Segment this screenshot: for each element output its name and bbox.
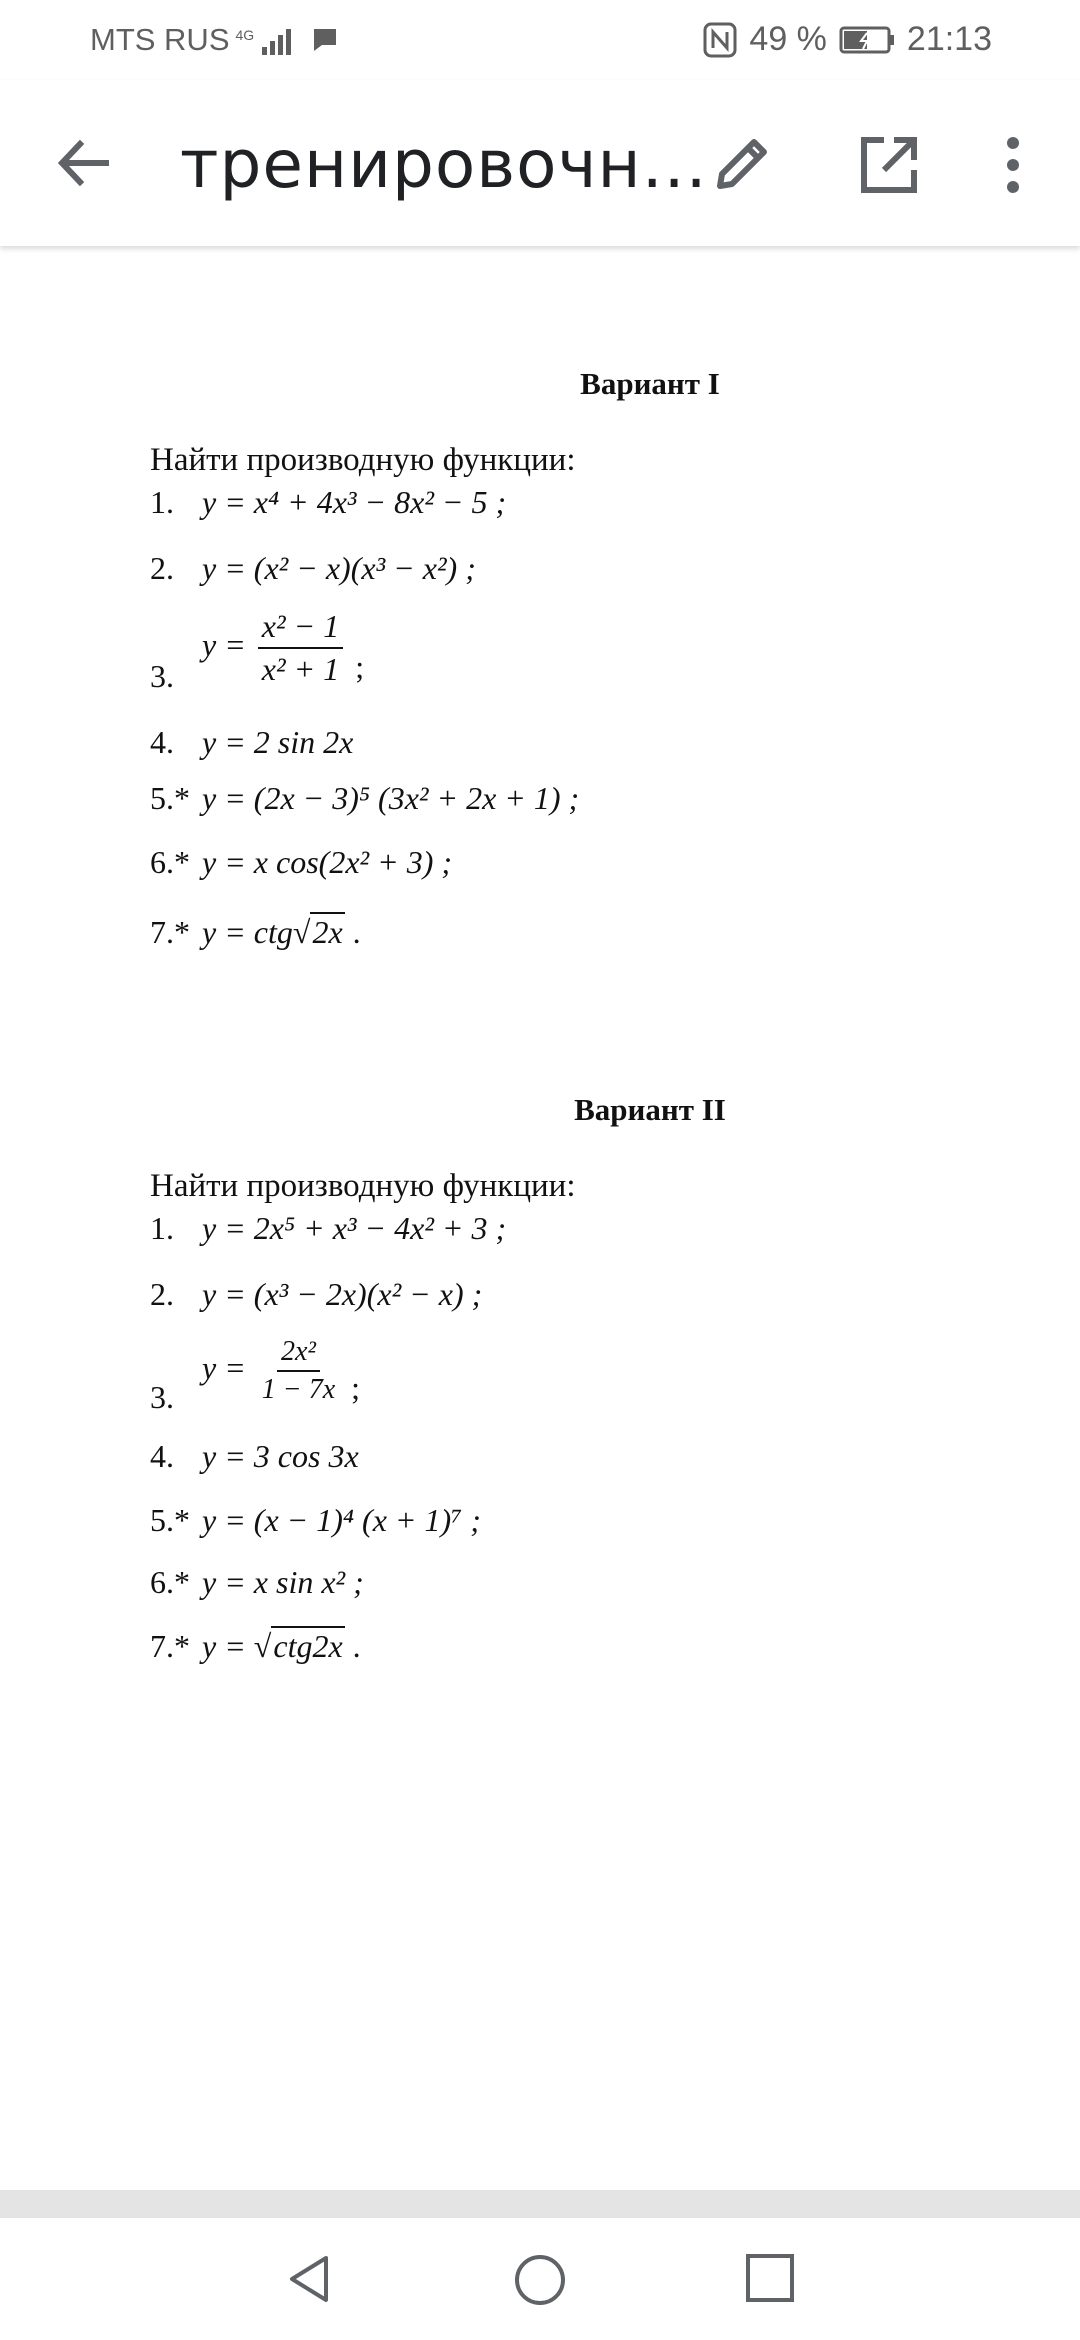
item-number: 3.: [150, 658, 174, 695]
variant-1-item-4: [150, 724, 353, 761]
variant-1-title: Вариант I: [580, 366, 720, 401]
item-number: 2.: [150, 550, 174, 586]
variant-2-item-5: [150, 1502, 481, 1539]
item-number: 7.*: [150, 914, 190, 950]
formula-lhs: y =: [202, 1349, 246, 1386]
formula: y = 2 sin 2x: [202, 724, 354, 760]
variant-1-item-6: [150, 844, 452, 881]
open-external-icon[interactable]: [856, 132, 922, 198]
battery-percent: 49 %: [749, 20, 827, 58]
formula: y = (x² − x)(x³ − x²) ;: [202, 550, 476, 586]
item-number: 6.*: [150, 1564, 190, 1600]
formula: y = (x − 1)⁴ (x + 1)⁷ ;: [202, 1502, 481, 1538]
sqrt-content: 2x: [312, 914, 343, 950]
status-bar: [0, 0, 1080, 80]
formula: y = x cos(2x² + 3) ;: [202, 844, 453, 880]
formula: y = 3 cos 3x: [202, 1438, 359, 1474]
fraction-denominator: x² + 1: [261, 651, 340, 687]
variant-1-item-1: [150, 484, 506, 521]
battery-icon: [839, 25, 895, 55]
app-bar: [0, 80, 1080, 246]
sqrt-content: ctg2x: [273, 1628, 343, 1664]
item-number: 2.: [150, 1276, 174, 1312]
item-number: 4.: [150, 724, 174, 760]
clock: 21:13: [906, 20, 992, 58]
network-type-label: 4G: [235, 27, 255, 43]
formula-suffix: .: [352, 914, 361, 950]
system-nav-bar: [0, 2218, 1080, 2340]
variant-2-title: Вариант II: [574, 1092, 726, 1127]
item-number: 1.: [150, 484, 174, 520]
message-icon: [310, 25, 340, 55]
formula-suffix: ;: [351, 1369, 361, 1406]
signal-icon: [260, 25, 304, 55]
formula-prefix: y = ctg: [202, 914, 293, 950]
item-number: 5.*: [150, 1502, 190, 1538]
document-page: [0, 246, 1080, 2190]
document-title: тренировочн...: [180, 126, 708, 203]
variant-2-item-2: [150, 1276, 482, 1313]
fraction: [258, 608, 343, 688]
nav-home-icon[interactable]: [512, 2252, 568, 2308]
formula-suffix: .: [352, 1628, 361, 1664]
formula-suffix: ;: [355, 648, 365, 685]
edit-pencil-icon[interactable]: [710, 130, 776, 196]
formula: y = 2x⁵ + x³ − 4x² + 3 ;: [202, 1210, 507, 1246]
variant-1-item-5: [150, 780, 579, 817]
status-right: [703, 20, 992, 59]
document-bottom-edge: [0, 2190, 1080, 2218]
formula: y = x⁴ + 4x³ − 8x² − 5 ;: [202, 484, 507, 520]
variant-2-item-6: [150, 1564, 364, 1601]
variant-2-task: Найти производную функции:: [150, 1168, 576, 1204]
variant-1-item-2: [150, 550, 476, 587]
variant-1-item-3: [150, 608, 364, 695]
carrier-label: MTS RUS: [90, 22, 230, 57]
fraction-numerator: 2x²: [277, 1336, 320, 1372]
variant-2-item-4: [150, 1438, 359, 1475]
item-number: 4.: [150, 1438, 174, 1474]
sqrt-sign: √: [253, 1628, 272, 1664]
formula-prefix: y =: [202, 1628, 254, 1664]
sqrt-sign: √: [292, 914, 311, 950]
nfc-icon: [703, 22, 737, 58]
more-options-icon[interactable]: [998, 134, 1028, 196]
nav-back-icon[interactable]: [282, 2252, 336, 2306]
fraction-denominator: 1 − 7x: [261, 1374, 336, 1405]
variant-2-item-3: [150, 1336, 360, 1416]
variant-1-task: Найти производную функции:: [150, 442, 576, 478]
formula: y = (x³ − 2x)(x² − x) ;: [202, 1276, 483, 1312]
variant-1-item-7: [150, 914, 361, 951]
variant-2-item-1: [150, 1210, 506, 1247]
item-number: 5.*: [150, 780, 190, 816]
formula: y = x sin x² ;: [202, 1564, 364, 1600]
fraction-numerator: x² − 1: [258, 608, 343, 649]
item-number: 6.*: [150, 844, 190, 880]
item-number: 3.: [150, 1379, 174, 1416]
status-left: [90, 22, 340, 58]
nav-recents-icon[interactable]: [744, 2252, 796, 2304]
item-number: 1.: [150, 1210, 174, 1246]
item-number: 7.*: [150, 1628, 190, 1664]
formula: y = (2x − 3)⁵ (3x² + 2x + 1) ;: [202, 780, 580, 816]
variant-2-item-7: [150, 1628, 361, 1665]
formula-lhs: y =: [202, 626, 246, 663]
fraction: [258, 1336, 339, 1406]
back-arrow-icon[interactable]: [52, 132, 114, 194]
